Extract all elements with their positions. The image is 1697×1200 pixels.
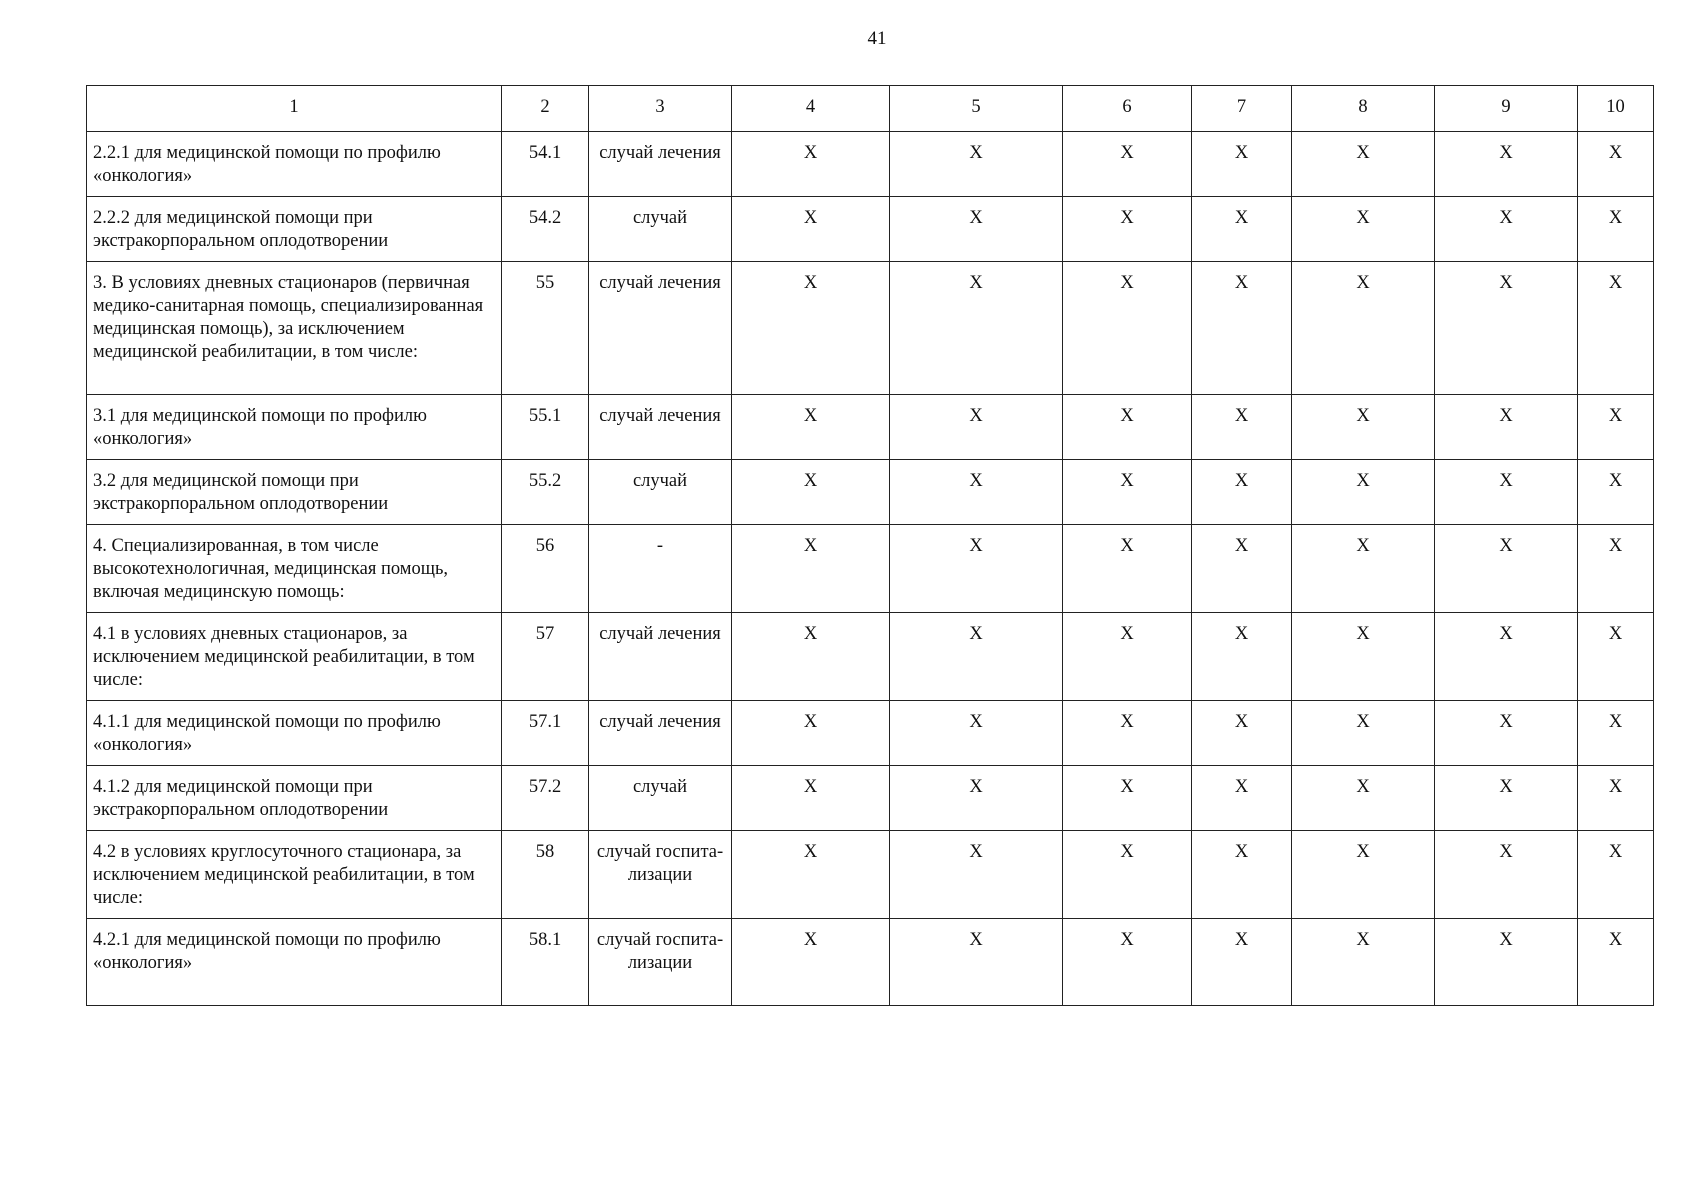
row-unit-cell: случай (589, 460, 732, 525)
value-cell: Х (1292, 460, 1435, 525)
value-cell: Х (1435, 197, 1578, 262)
value-cell: Х (890, 197, 1063, 262)
row-code-cell: 57 (502, 613, 589, 701)
row-code-cell: 58 (502, 831, 589, 919)
table-row (87, 613, 1654, 701)
table-row (87, 197, 1654, 262)
column-header-9: 9 (1435, 86, 1578, 132)
row-unit-cell: - (589, 525, 732, 613)
row-code-cell: 55 (502, 262, 589, 395)
value-cell: Х (890, 613, 1063, 701)
value-cell: Х (1578, 701, 1654, 766)
row-code-cell: 56 (502, 525, 589, 613)
value-cell: Х (732, 701, 890, 766)
column-header-2: 2 (502, 86, 589, 132)
row-code-cell: 54.2 (502, 197, 589, 262)
value-cell: Х (1192, 460, 1292, 525)
value-cell: Х (1063, 262, 1192, 395)
row-code-cell: 57.2 (502, 766, 589, 831)
value-cell: Х (1292, 701, 1435, 766)
value-cell: Х (1578, 395, 1654, 460)
value-cell: Х (1292, 766, 1435, 831)
value-cell: Х (1292, 831, 1435, 919)
column-header-8: 8 (1292, 86, 1435, 132)
value-cell: Х (890, 919, 1063, 1006)
value-cell: Х (1435, 701, 1578, 766)
value-cell: Х (1192, 613, 1292, 701)
value-cell: Х (1192, 766, 1292, 831)
value-cell: Х (1063, 613, 1192, 701)
value-cell: Х (1292, 613, 1435, 701)
data-table (86, 85, 1654, 1006)
value-cell: Х (890, 701, 1063, 766)
value-cell: Х (732, 197, 890, 262)
row-name-cell: 3.1 для медицинской помощи по профилю «онкология» (87, 395, 502, 460)
value-cell: Х (732, 262, 890, 395)
row-unit-cell: случай лечения (589, 613, 732, 701)
value-cell: Х (1063, 831, 1192, 919)
page-number: 41 (867, 28, 887, 49)
value-cell: Х (1192, 395, 1292, 460)
column-header-10: 10 (1578, 86, 1654, 132)
value-cell: Х (1192, 701, 1292, 766)
value-cell: Х (1063, 919, 1192, 1006)
value-cell: Х (1292, 525, 1435, 613)
value-cell: Х (1192, 831, 1292, 919)
row-name-cell: 4. Специализированная, в том числе высокотехнологичная, медицинская помощь, включая медицинскую помощь: (87, 525, 502, 613)
value-cell: Х (1578, 919, 1654, 1006)
value-cell: Х (890, 766, 1063, 831)
value-cell: Х (1578, 831, 1654, 919)
column-header-4: 4 (732, 86, 890, 132)
value-cell: Х (1435, 395, 1578, 460)
value-cell: Х (1063, 197, 1192, 262)
value-cell: Х (1192, 525, 1292, 613)
value-cell: Х (1063, 766, 1192, 831)
value-cell: Х (1063, 701, 1192, 766)
row-name-cell: 4.2 в условиях круглосуточного стационара, за исключением медицинской реабилитации, в том числе: (87, 831, 502, 919)
header-row (87, 86, 1654, 132)
row-name-cell: 4.1 в условиях дневных стационаров, за исключением медицинской реабилитации, в том числе: (87, 613, 502, 701)
row-unit-cell: случай лечения (589, 262, 732, 395)
row-name-cell: 3. В условиях дневных стационаров (первичная медико-санитарная помощь, специализированная медицинская помощь), за исключением медицинской реабилитации, в том числе: (87, 262, 502, 395)
value-cell: Х (1063, 132, 1192, 197)
value-cell: Х (732, 132, 890, 197)
table-row (87, 395, 1654, 460)
value-cell: Х (1192, 262, 1292, 395)
table-row (87, 132, 1654, 197)
value-cell: Х (1578, 613, 1654, 701)
value-cell: Х (1192, 919, 1292, 1006)
value-cell: Х (1435, 525, 1578, 613)
table-row (87, 701, 1654, 766)
column-header-1: 1 (87, 86, 502, 132)
value-cell: Х (1435, 132, 1578, 197)
row-code-cell: 57.1 (502, 701, 589, 766)
value-cell: Х (732, 525, 890, 613)
row-unit-cell: случай (589, 766, 732, 831)
row-name-cell: 4.1.2 для медицинской помощи при экстракорпоральном оплодотворении (87, 766, 502, 831)
value-cell: Х (1063, 395, 1192, 460)
value-cell: Х (1192, 197, 1292, 262)
row-code-cell: 55.1 (502, 395, 589, 460)
row-unit-cell: случай лечения (589, 132, 732, 197)
row-unit-cell: случай лечения (589, 395, 732, 460)
value-cell: Х (732, 919, 890, 1006)
value-cell: Х (890, 460, 1063, 525)
column-header-5: 5 (890, 86, 1063, 132)
value-cell: Х (732, 766, 890, 831)
value-cell: Х (1292, 197, 1435, 262)
row-name-cell: 2.2.1 для медицинской помощи по профилю «онкология» (87, 132, 502, 197)
value-cell: Х (1292, 132, 1435, 197)
value-cell: Х (1192, 132, 1292, 197)
value-cell: Х (1435, 919, 1578, 1006)
value-cell: Х (890, 262, 1063, 395)
value-cell: Х (1578, 262, 1654, 395)
value-cell: Х (1435, 766, 1578, 831)
value-cell: Х (1578, 197, 1654, 262)
value-cell: Х (732, 613, 890, 701)
table-row (87, 831, 1654, 919)
table-row (87, 460, 1654, 525)
value-cell: Х (1063, 525, 1192, 613)
row-unit-cell: случай лечения (589, 701, 732, 766)
value-cell: Х (1435, 460, 1578, 525)
table-row (87, 525, 1654, 613)
table-row (87, 766, 1654, 831)
value-cell: Х (1578, 132, 1654, 197)
table-row (87, 262, 1654, 395)
value-cell: Х (1578, 525, 1654, 613)
column-header-3: 3 (589, 86, 732, 132)
column-header-6: 6 (1063, 86, 1192, 132)
row-name-cell: 4.1.1 для медицинской помощи по профилю «онкология» (87, 701, 502, 766)
value-cell: Х (1578, 460, 1654, 525)
value-cell: Х (1292, 262, 1435, 395)
value-cell: Х (1063, 460, 1192, 525)
row-code-cell: 58.1 (502, 919, 589, 1006)
value-cell: Х (1292, 919, 1435, 1006)
row-unit-cell: случай госпита-лизации (589, 831, 732, 919)
row-name-cell: 2.2.2 для медицинской помощи при экстракорпоральном оплодотворении (87, 197, 502, 262)
value-cell: Х (1435, 262, 1578, 395)
value-cell: Х (890, 831, 1063, 919)
value-cell: Х (732, 831, 890, 919)
row-name-cell: 4.2.1 для медицинской помощи по профилю «онкология» (87, 919, 502, 1006)
row-code-cell: 54.1 (502, 132, 589, 197)
value-cell: Х (890, 132, 1063, 197)
row-code-cell: 55.2 (502, 460, 589, 525)
value-cell: Х (732, 395, 890, 460)
value-cell: Х (890, 395, 1063, 460)
table-row (87, 919, 1654, 1006)
row-name-cell: 3.2 для медицинской помощи при экстракорпоральном оплодотворении (87, 460, 502, 525)
value-cell: Х (732, 460, 890, 525)
value-cell: Х (1578, 766, 1654, 831)
row-unit-cell: случай (589, 197, 732, 262)
column-header-7: 7 (1192, 86, 1292, 132)
value-cell: Х (1435, 613, 1578, 701)
row-unit-cell: случай госпита-лизации (589, 919, 732, 1006)
value-cell: Х (1435, 831, 1578, 919)
value-cell: Х (1292, 395, 1435, 460)
value-cell: Х (890, 525, 1063, 613)
